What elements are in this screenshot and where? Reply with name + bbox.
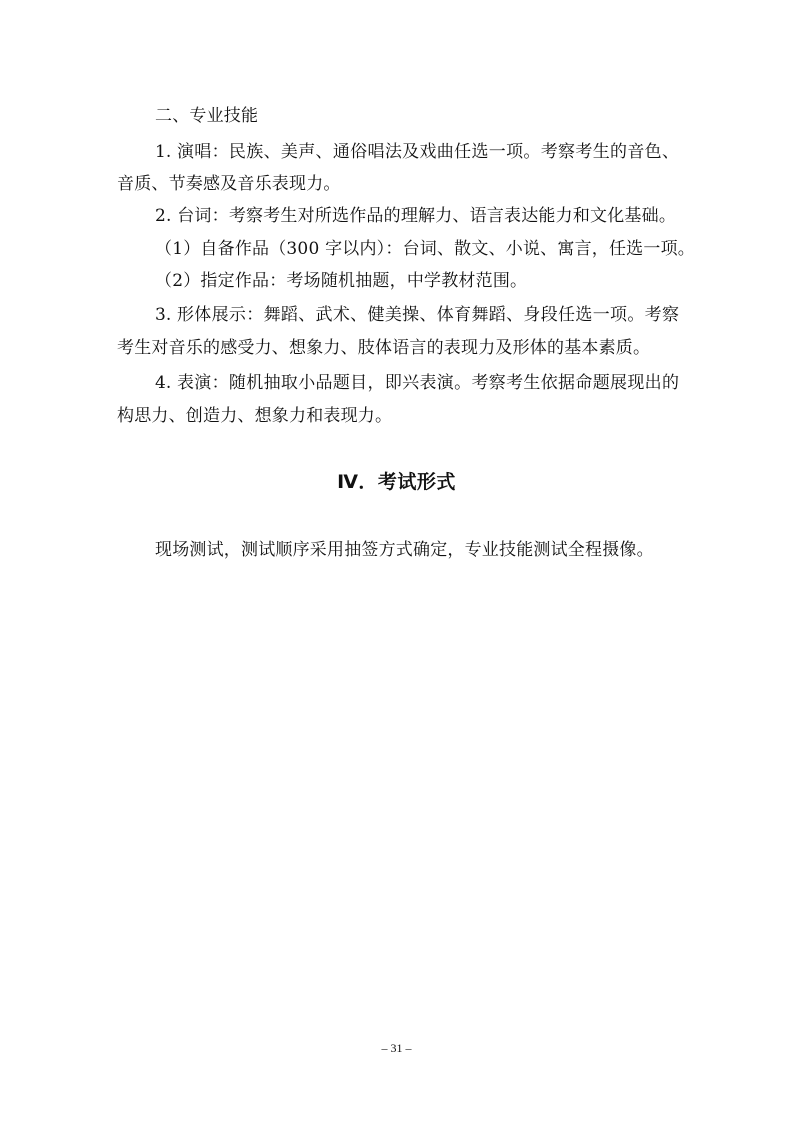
item-2-sub-1: （1）自备作品（300 字以内）：台词、散文、小说、寓言，任选一项。	[155, 239, 695, 259]
item-4-line-1: 4. 表演：随机抽取小品题目，即兴表演。考察考生依据命题展现出的	[155, 373, 679, 393]
exam-format-body: 现场测试，测试顺序采用抽签方式确定，专业技能测试全程摄像。	[155, 540, 654, 560]
section-heading-exam-format: Ⅳ．考试形式	[337, 471, 456, 493]
item-1-line-1: 1. 演唱：民族、美声、通俗唱法及戏曲任选一项。考察考生的音色、	[155, 142, 679, 162]
item-1-line-2: 音质、节奏感及音乐表现力。	[117, 174, 341, 194]
item-2-sub-2: （2）指定作品：考场随机抽题，中学教材范围。	[155, 271, 528, 291]
item-3-line-2: 考生对音乐的感受力、想象力、肢体语言的表现力及形体的基本素质。	[117, 338, 651, 358]
item-2: 2. 台词：考察考生对所选作品的理解力、语言表达能力和文化基础。	[155, 206, 677, 226]
item-4-line-2: 构思力、创造力、想象力和表现力。	[117, 406, 393, 426]
item-3-line-1: 3. 形体展示：舞蹈、武术、健美操、体育舞蹈、身段任选一项。考察	[155, 305, 679, 325]
section-title-professional-skills: 二、专业技能	[155, 106, 259, 126]
page-number: – 31 –	[381, 1041, 412, 1055]
